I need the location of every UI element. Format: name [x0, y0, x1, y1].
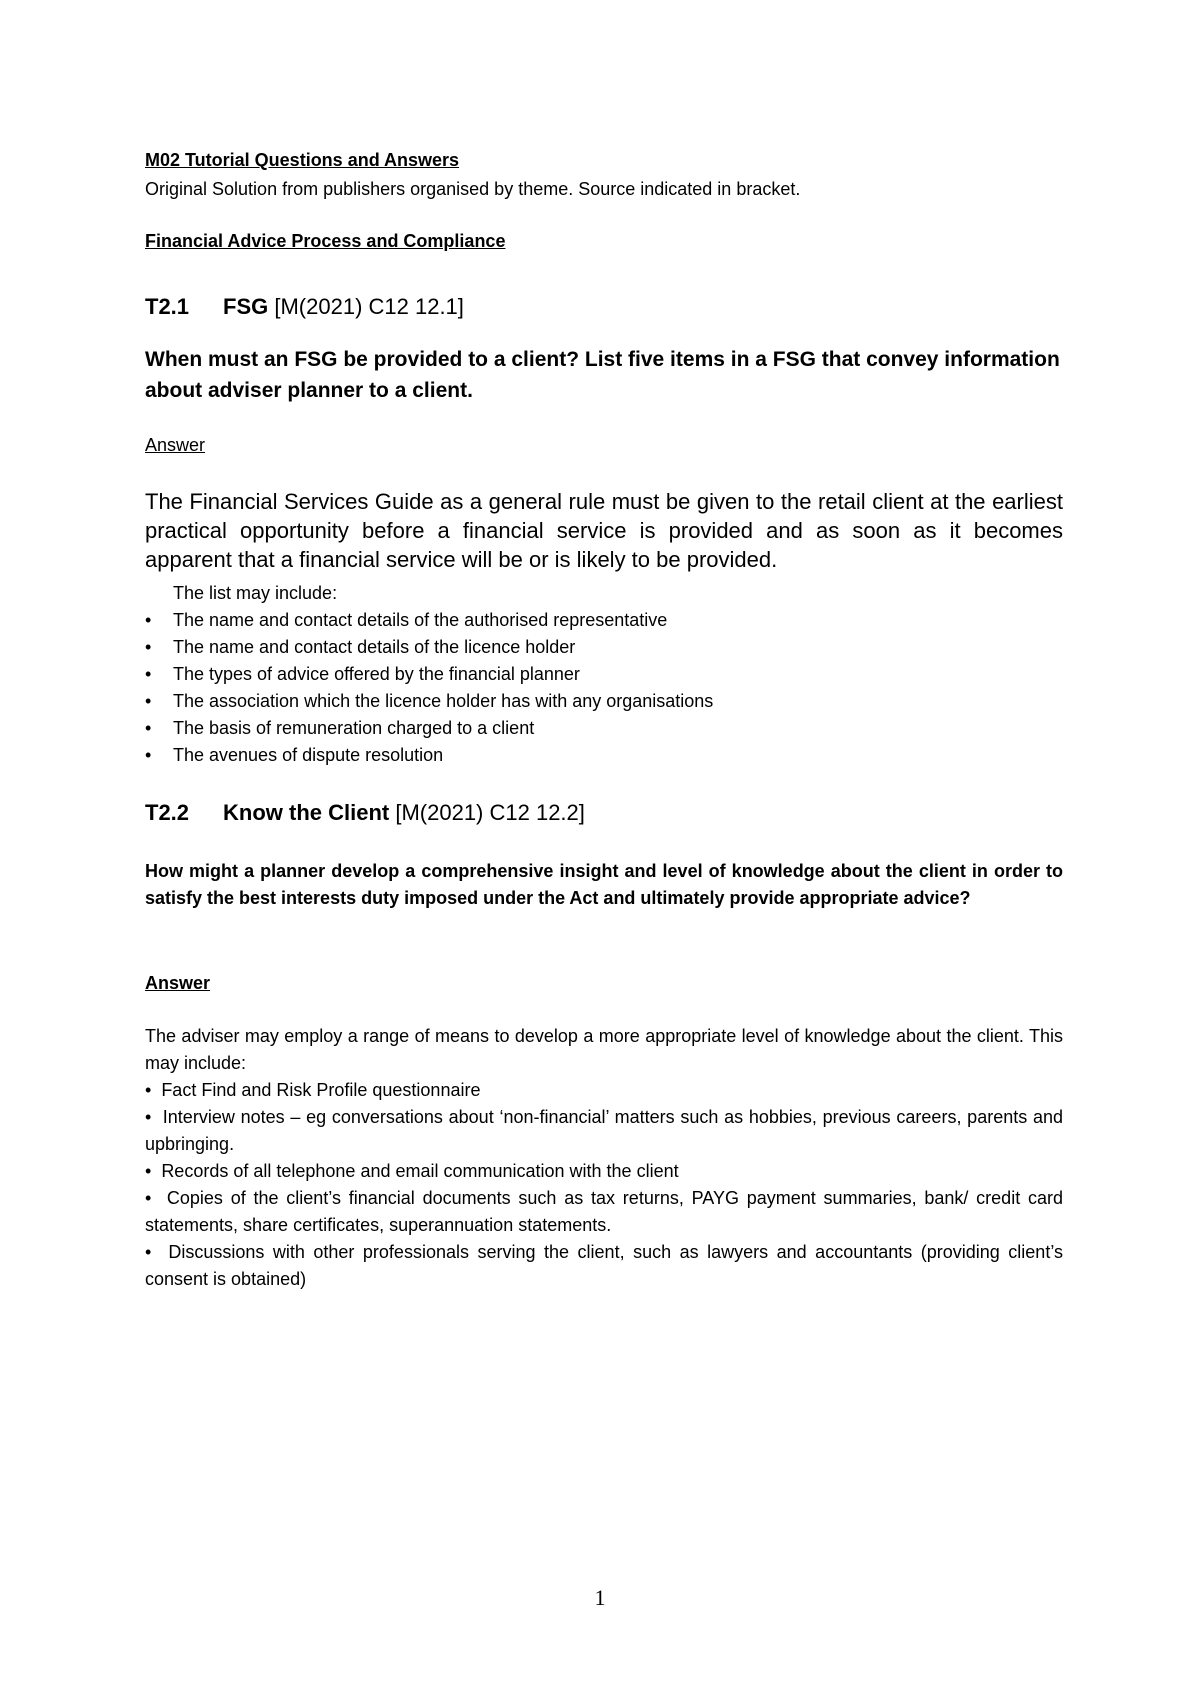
- document-subtitle: Original Solution from publishers organised by theme. Source indicated in bracket.: [145, 179, 801, 199]
- list-item: • The name and contact details of the licence holder: [145, 634, 1063, 661]
- section-topic: FSG: [223, 294, 269, 319]
- list-intro-t2-1: The list may include:: [173, 583, 338, 603]
- list-item: • Records of all telephone and email communication with the client: [145, 1161, 679, 1181]
- section-heading-t2-1: [145, 292, 1063, 322]
- answer-text-t2-1: [145, 487, 1063, 574]
- list-item: • The association which the licence holder has with any organisations: [145, 688, 1063, 715]
- list-item: • Discussions with other professionals serving the client, such as lawyers and accountants (providing client’s consent is obtained): [145, 1242, 1063, 1289]
- section-source: [M(2021) C12 12.2]: [395, 800, 585, 825]
- question-t2-2: [145, 858, 1063, 912]
- fsg-items-list: [145, 607, 1063, 769]
- answer-intro: The adviser may employ a range of means to develop a more appropriate level of knowledge about the client. This may include:: [145, 1026, 1063, 1073]
- list-item: • The types of advice offered by the financial planner: [145, 661, 1063, 688]
- section-code: T2.2: [145, 800, 190, 825]
- list-item: • The avenues of dispute resolution: [145, 742, 1063, 769]
- answer-label-t2-2: Answer: [145, 973, 211, 993]
- list-item: • Interview notes – eg conversations about ‘non-financial’ matters such as hobbies, previous careers, parents and upbringing.: [145, 1107, 1063, 1154]
- answer-text-t2-2: [145, 1023, 1063, 1293]
- list-item: • Fact Find and Risk Profile questionnaire: [145, 1080, 481, 1100]
- section-source: [M(2021) C12 12.1]: [274, 294, 464, 319]
- section-code: T2.1: [145, 294, 190, 319]
- list-item: • The basis of remuneration charged to a client: [145, 715, 1063, 742]
- question-paragraph: How might a planner develop a comprehensive insight and level of knowledge about the client in order to satisfy the best interests duty imposed under the Act and ultimately provide appropriate advice?: [145, 861, 1063, 908]
- answer-paragraph: The Financial Services Guide as a general rule must be given to the retail client at the earliest practical opportunity before a financial service is provided and as soon as it becomes apparent that a financial service will be or is likely to be provided.: [145, 489, 1063, 572]
- list-item: • Copies of the client’s financial documents such as tax returns, PAYG payment summaries, bank/ credit card statements, share certificates, superannuation statements.: [145, 1188, 1063, 1235]
- question-t2-1: When must an FSG be provided to a client? List five items in a FSG that convey information about adviser planner to a client.: [145, 348, 1060, 402]
- document-title: M02 Tutorial Questions and Answers: [145, 150, 460, 170]
- section-heading-t2-2: [145, 798, 1063, 828]
- list-item: • The name and contact details of the authorised representative: [145, 607, 1063, 634]
- answer-label-t2-1: Answer: [145, 435, 206, 455]
- theme-heading: Financial Advice Process and Compliance: [145, 231, 506, 251]
- page-number: 1: [594, 1585, 606, 1610]
- section-topic: Know the Client: [223, 800, 390, 825]
